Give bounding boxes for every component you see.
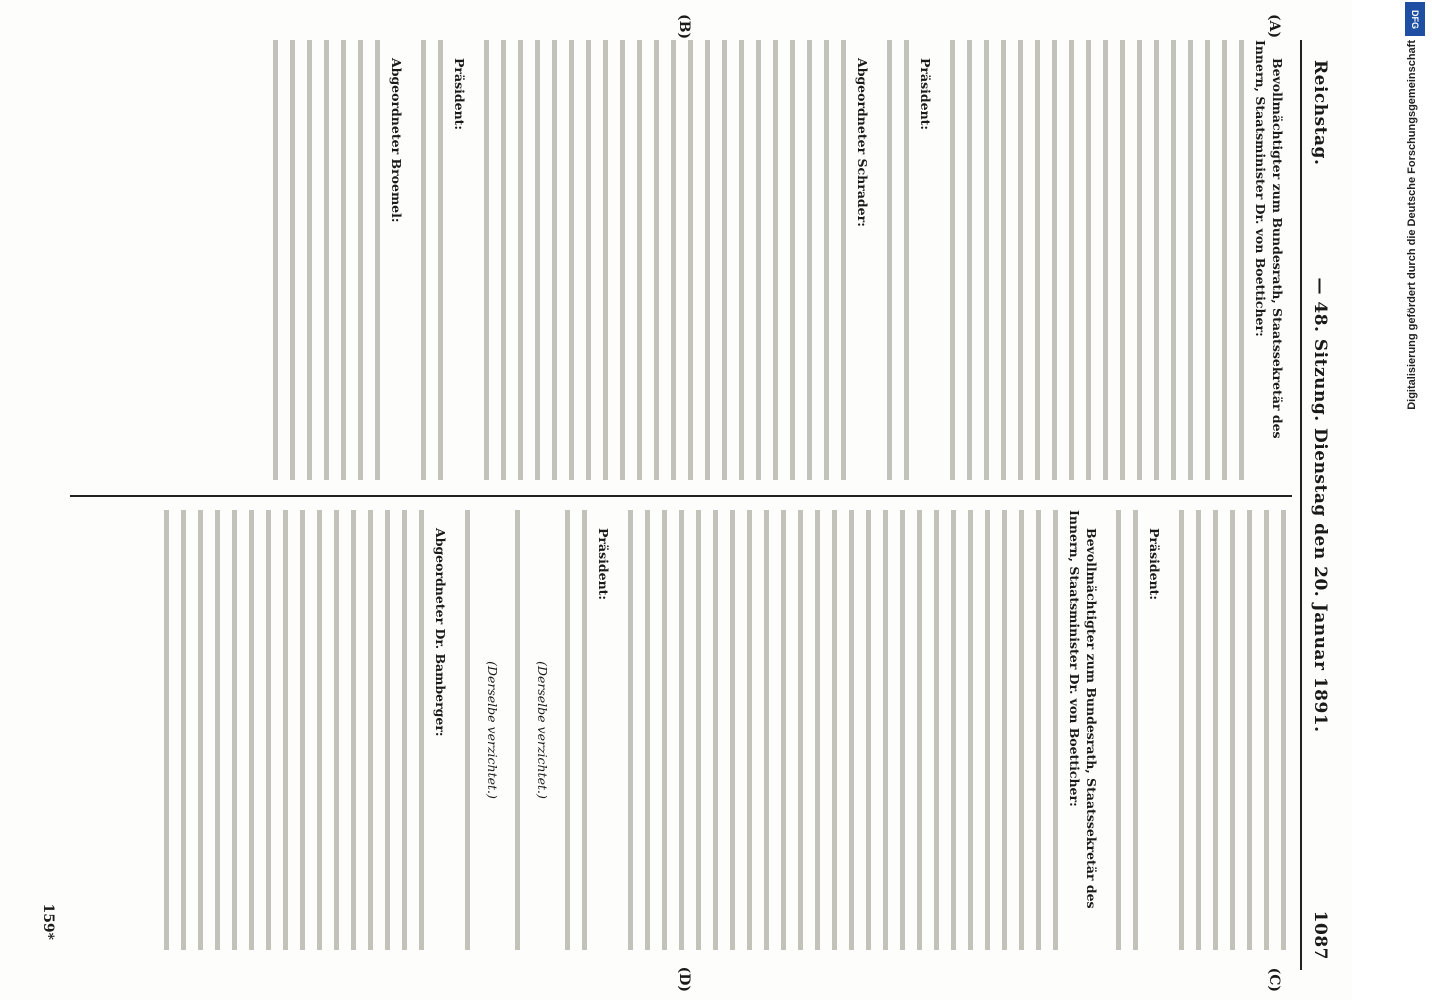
illegible-body-text <box>1173 510 1292 950</box>
digitization-credit <box>1404 0 1428 1000</box>
dfg-logo: DFG <box>1405 2 1425 36</box>
page-number: 1087 <box>1310 910 1330 960</box>
illegible-body-text <box>809 510 1064 950</box>
illegible-body-text <box>478 40 597 480</box>
illegible-body-text <box>158 510 209 950</box>
illegible-body-text <box>509 510 526 950</box>
speaker-declines-note: (Derselbe verzichtet.) <box>485 661 500 799</box>
speaker-heading: Abgeordneter Dr. Bamberger: <box>433 528 448 737</box>
speaker-heading: Abgeordneter Schrader: <box>855 58 870 227</box>
header-center: — 48. Sitzung. Dienstag den 20. Januar 1891. <box>1310 277 1330 733</box>
margin-letter-c: (C) <box>1266 967 1282 992</box>
margin-letter-d: (D) <box>676 966 692 992</box>
speaker-heading: Abgeordneter Broemel: <box>389 58 404 223</box>
speaker-heading: Bevollmächtigter zum Bundesrath, Staatssekretär des Innern, Staatsminister Dr. von Boetticher: <box>1067 510 1099 909</box>
illegible-body-text <box>597 40 852 480</box>
illegible-body-text <box>944 40 1029 480</box>
illegible-body-text <box>559 510 593 950</box>
illegible-body-text <box>1110 510 1144 950</box>
running-header <box>1304 40 1340 970</box>
sheet-signature: 159* <box>40 903 56 940</box>
illegible-body-text <box>209 510 430 950</box>
speaker-heading: Präsident: <box>918 58 933 131</box>
speaker-heading: Präsident: <box>452 58 467 131</box>
column-divider <box>70 495 1292 497</box>
illegible-body-text <box>415 40 449 480</box>
speaker-heading: Präsident: <box>596 528 611 601</box>
right-column <box>70 510 1292 950</box>
illegible-body-text <box>881 40 915 480</box>
margin-letter-b: (B) <box>676 14 692 40</box>
header-left: Reichstag. <box>1310 60 1330 166</box>
dfg-credit-text: Digitalisierung gefördert durch die Deutsche Forschungsgemeinschaft <box>1406 40 1418 410</box>
illegible-body-text <box>267 40 386 480</box>
speaker-heading: Präsident: <box>1147 528 1162 601</box>
speaker-heading: Bevollmächtigter zum Bundesrath, Staatssekretär des Innern, Staatsminister Dr. von Boetticher: <box>1253 40 1285 439</box>
illegible-body-text <box>622 510 809 950</box>
margin-letter-a: (A) <box>1266 14 1282 39</box>
illegible-body-text <box>1029 40 1250 480</box>
left-column <box>70 40 1292 480</box>
header-rule <box>1300 40 1302 970</box>
speaker-declines-note: (Derselbe verzichtet.) <box>535 661 550 799</box>
illegible-body-text <box>459 510 476 950</box>
